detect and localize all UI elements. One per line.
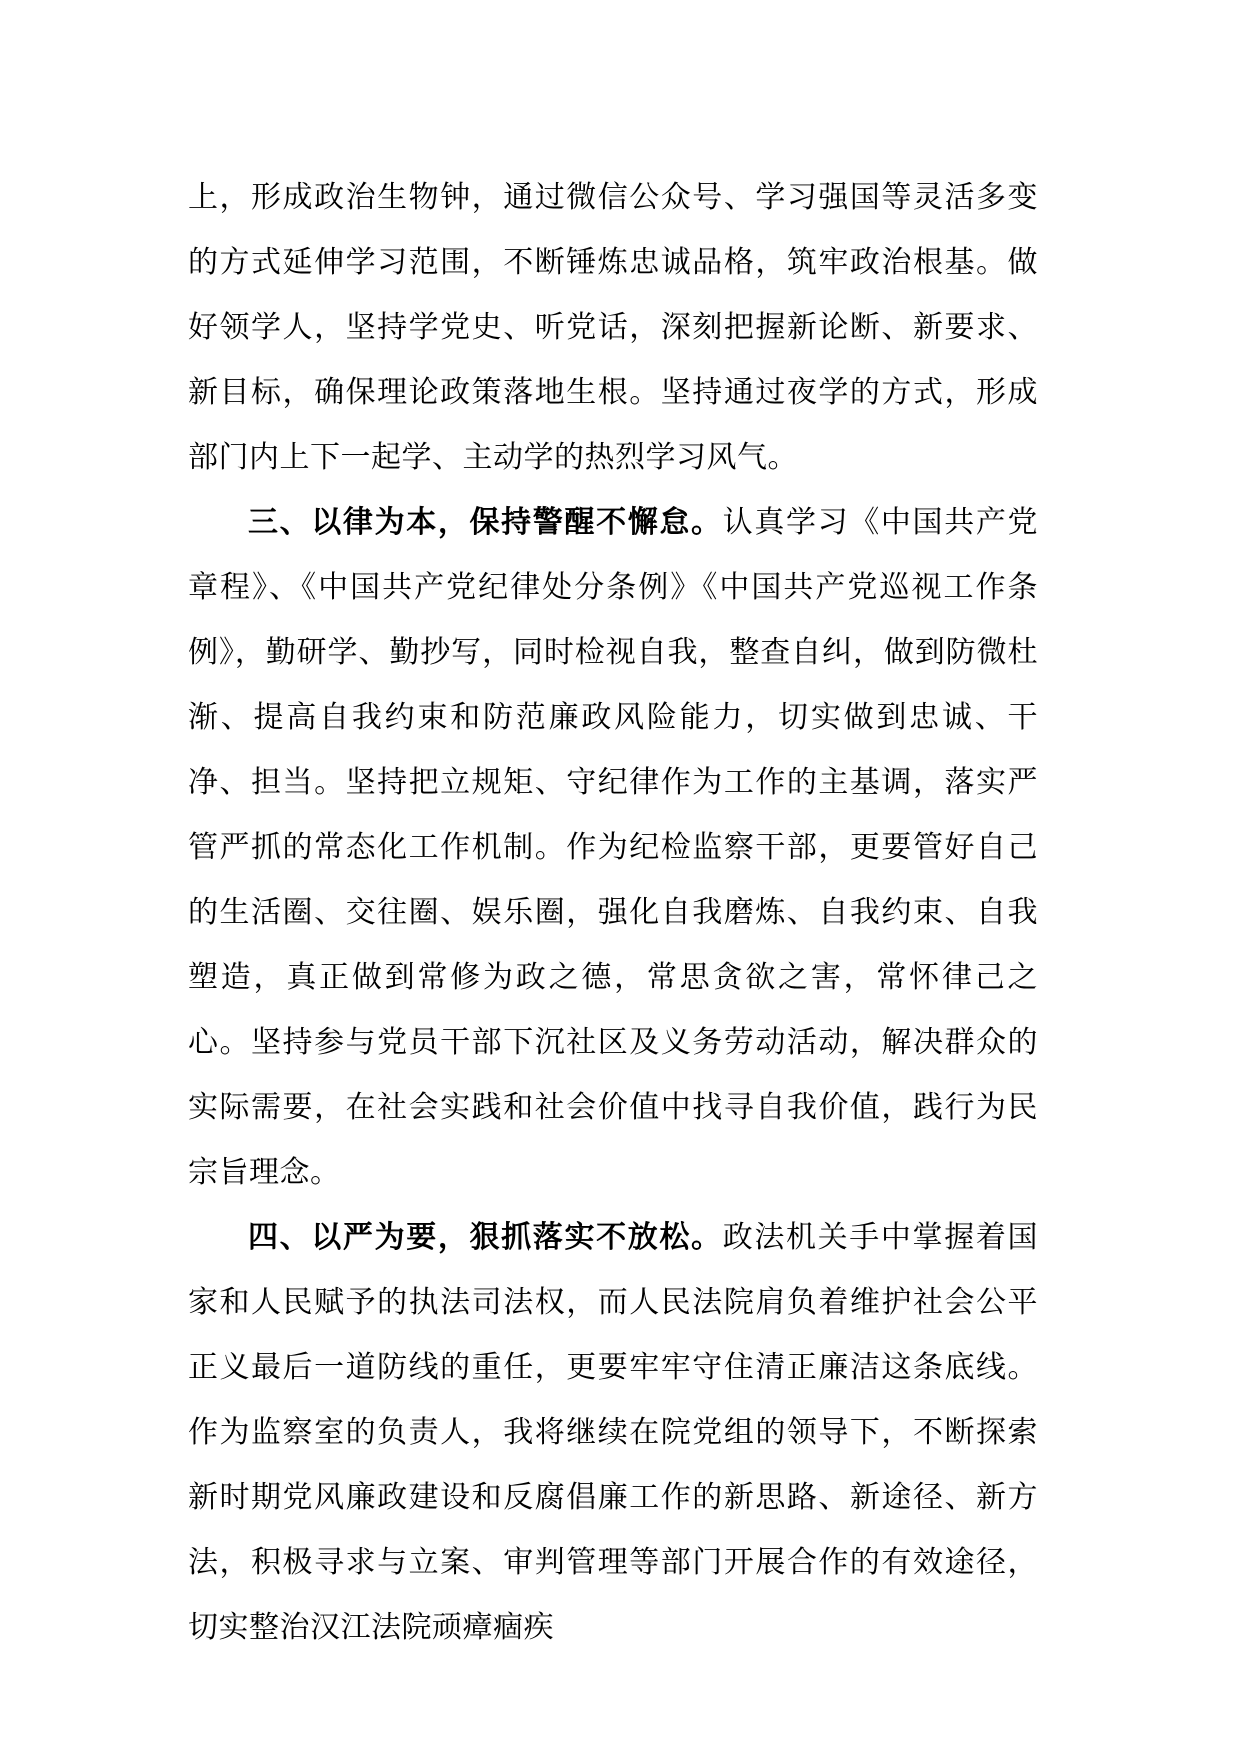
paragraph-section-four	[188, 1205, 1038, 1660]
paragraph-text: 上，形成政治生物钟，通过微信公众号、学习强国等灵活多变的方式延伸学习范围，不断锤炼忠诚品格，筑牢政治根基。做好领学人，坚持学党史、听党话，深刻把握新论断、新要求、新目标，确保理论政策落地生根。坚持通过夜学的方式，形成部门内上下一起学、主动学的热烈学习风气。	[188, 180, 1038, 475]
paragraph-text: 认真学习《中国共产党章程》、《中国共产党纪律处分条例》《中国共产党巡视工作条例》，勤研学、勤抄写，同时检视自我，整查自纠，做到防微杜渐、提高自我约束和防范廉政风险能力，切实做到忠诚、干净、担当。坚持把立规矩、守纪律作为工作的主基调，落实严管严抓的常态化工作机制。作为纪检监察干部，更要管好自己的生活圈、交往圈、娱乐圈，强化自我磨炼、自我约束、自我塑造，真正做到常修为政之德，常思贪欲之害，常怀律己之心。坚持参与党员干部下沉社区及义务劳动活动，解决群众的实际需要，在社会实践和社会价值中找寻自我价值，践行为民宗旨理念。	[188, 505, 1038, 1190]
paragraph-continuation	[188, 165, 1038, 490]
paragraph-section-three	[188, 490, 1038, 1205]
section-heading: 三、以律为本，保持警醒不懈怠。	[248, 505, 723, 540]
section-heading: 四、以严为要，狠抓落实不放松。	[248, 1220, 723, 1255]
paragraph-text: 政法机关手中掌握着国家和人民赋予的执法司法权，而人民法院肩负着维护社会公平正义最后一道防线的重任，更要牢牢守住清正廉洁这条底线。作为监察室的负责人，我将继续在院党组的领导下，不断探索新时期党风廉政建设和反腐倡廉工作的新思路、新途径、新方法，积极寻求与立案、审判管理等部门开展合作的有效途径，切实整治汉江法院顽瘴痼疾	[188, 1220, 1038, 1645]
document-body	[188, 165, 1038, 1660]
